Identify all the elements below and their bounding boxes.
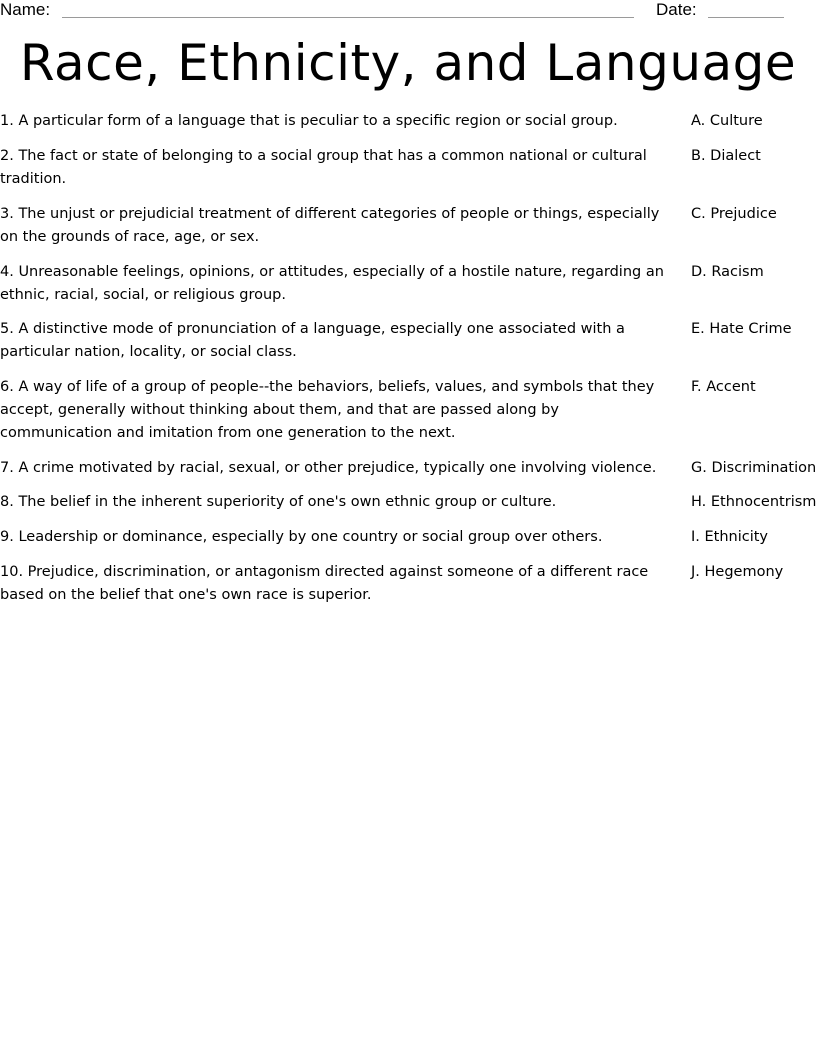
matching-row — [0, 376, 816, 441]
worksheet-title: Race, Ethnicity, and Language — [19, 34, 797, 92]
answer-choice: E. Hate Crime — [691, 321, 792, 337]
answer-choice: C. Prejudice — [691, 206, 777, 222]
answer-choice: D. Racism — [691, 264, 764, 280]
matching-row — [0, 203, 816, 245]
clue-text: 9. Leadership or dominance, especially by one country or social group over others. — [0, 529, 603, 545]
matching-row — [0, 318, 816, 360]
matching-row — [0, 145, 816, 187]
clue-text: 2. The fact or state of belonging to a social group that has a common national or cultural tradition. — [0, 148, 647, 187]
answer-choice: F. Accent — [691, 379, 756, 395]
clue-text: 4. Unreasonable feelings, opinions, or attitudes, especially of a hostile nature, regarding an ethnic, racial, social, or religious group. — [0, 264, 664, 303]
answer-choice: H. Ethnocentrism — [691, 494, 816, 510]
matching-row — [0, 110, 816, 133]
answer-choice: G. Discrimination — [691, 460, 816, 476]
name-label: Name: — [0, 0, 51, 19]
answer-choice: I. Ethnicity — [691, 529, 769, 545]
worksheet-header — [0, 0, 816, 24]
name-blank-line — [62, 17, 634, 18]
matching-row — [0, 526, 816, 549]
clue-text: 7. A crime motivated by racial, sexual, or other prejudice, typically one involving violence. — [0, 460, 657, 476]
matching-row — [0, 561, 816, 603]
date-label: Date: — [656, 0, 697, 19]
clue-text: 5. A distinctive mode of pronunciation of a language, especially one associated with a particular nation, locality, or social class. — [0, 321, 625, 360]
clue-text: 1. A particular form of a language that is peculiar to a specific region or social group. — [0, 113, 618, 129]
clue-text: 6. A way of life of a group of people--the behaviors, beliefs, values, and symbols that they accept, generally without thinking about them, and that are passed along by communication and imitation from one generation to the next. — [0, 379, 655, 441]
clue-text: 10. Prejudice, discrimination, or antagonism directed against someone of a different race based on the belief that one's own race is superior. — [0, 564, 649, 603]
answer-choice: A. Culture — [691, 113, 763, 129]
matching-row — [0, 457, 816, 480]
clue-text: 8. The belief in the inherent superiority of one's own ethnic group or culture. — [0, 494, 557, 510]
matching-row — [0, 261, 816, 303]
answer-choice: J. Hegemony — [691, 564, 784, 580]
clue-text: 3. The unjust or prejudicial treatment of different categories of people or things, especially on the grounds of race, age, or sex. — [0, 206, 660, 245]
date-blank-line — [708, 17, 784, 18]
matching-row — [0, 491, 816, 514]
answer-choice: B. Dialect — [691, 148, 761, 164]
